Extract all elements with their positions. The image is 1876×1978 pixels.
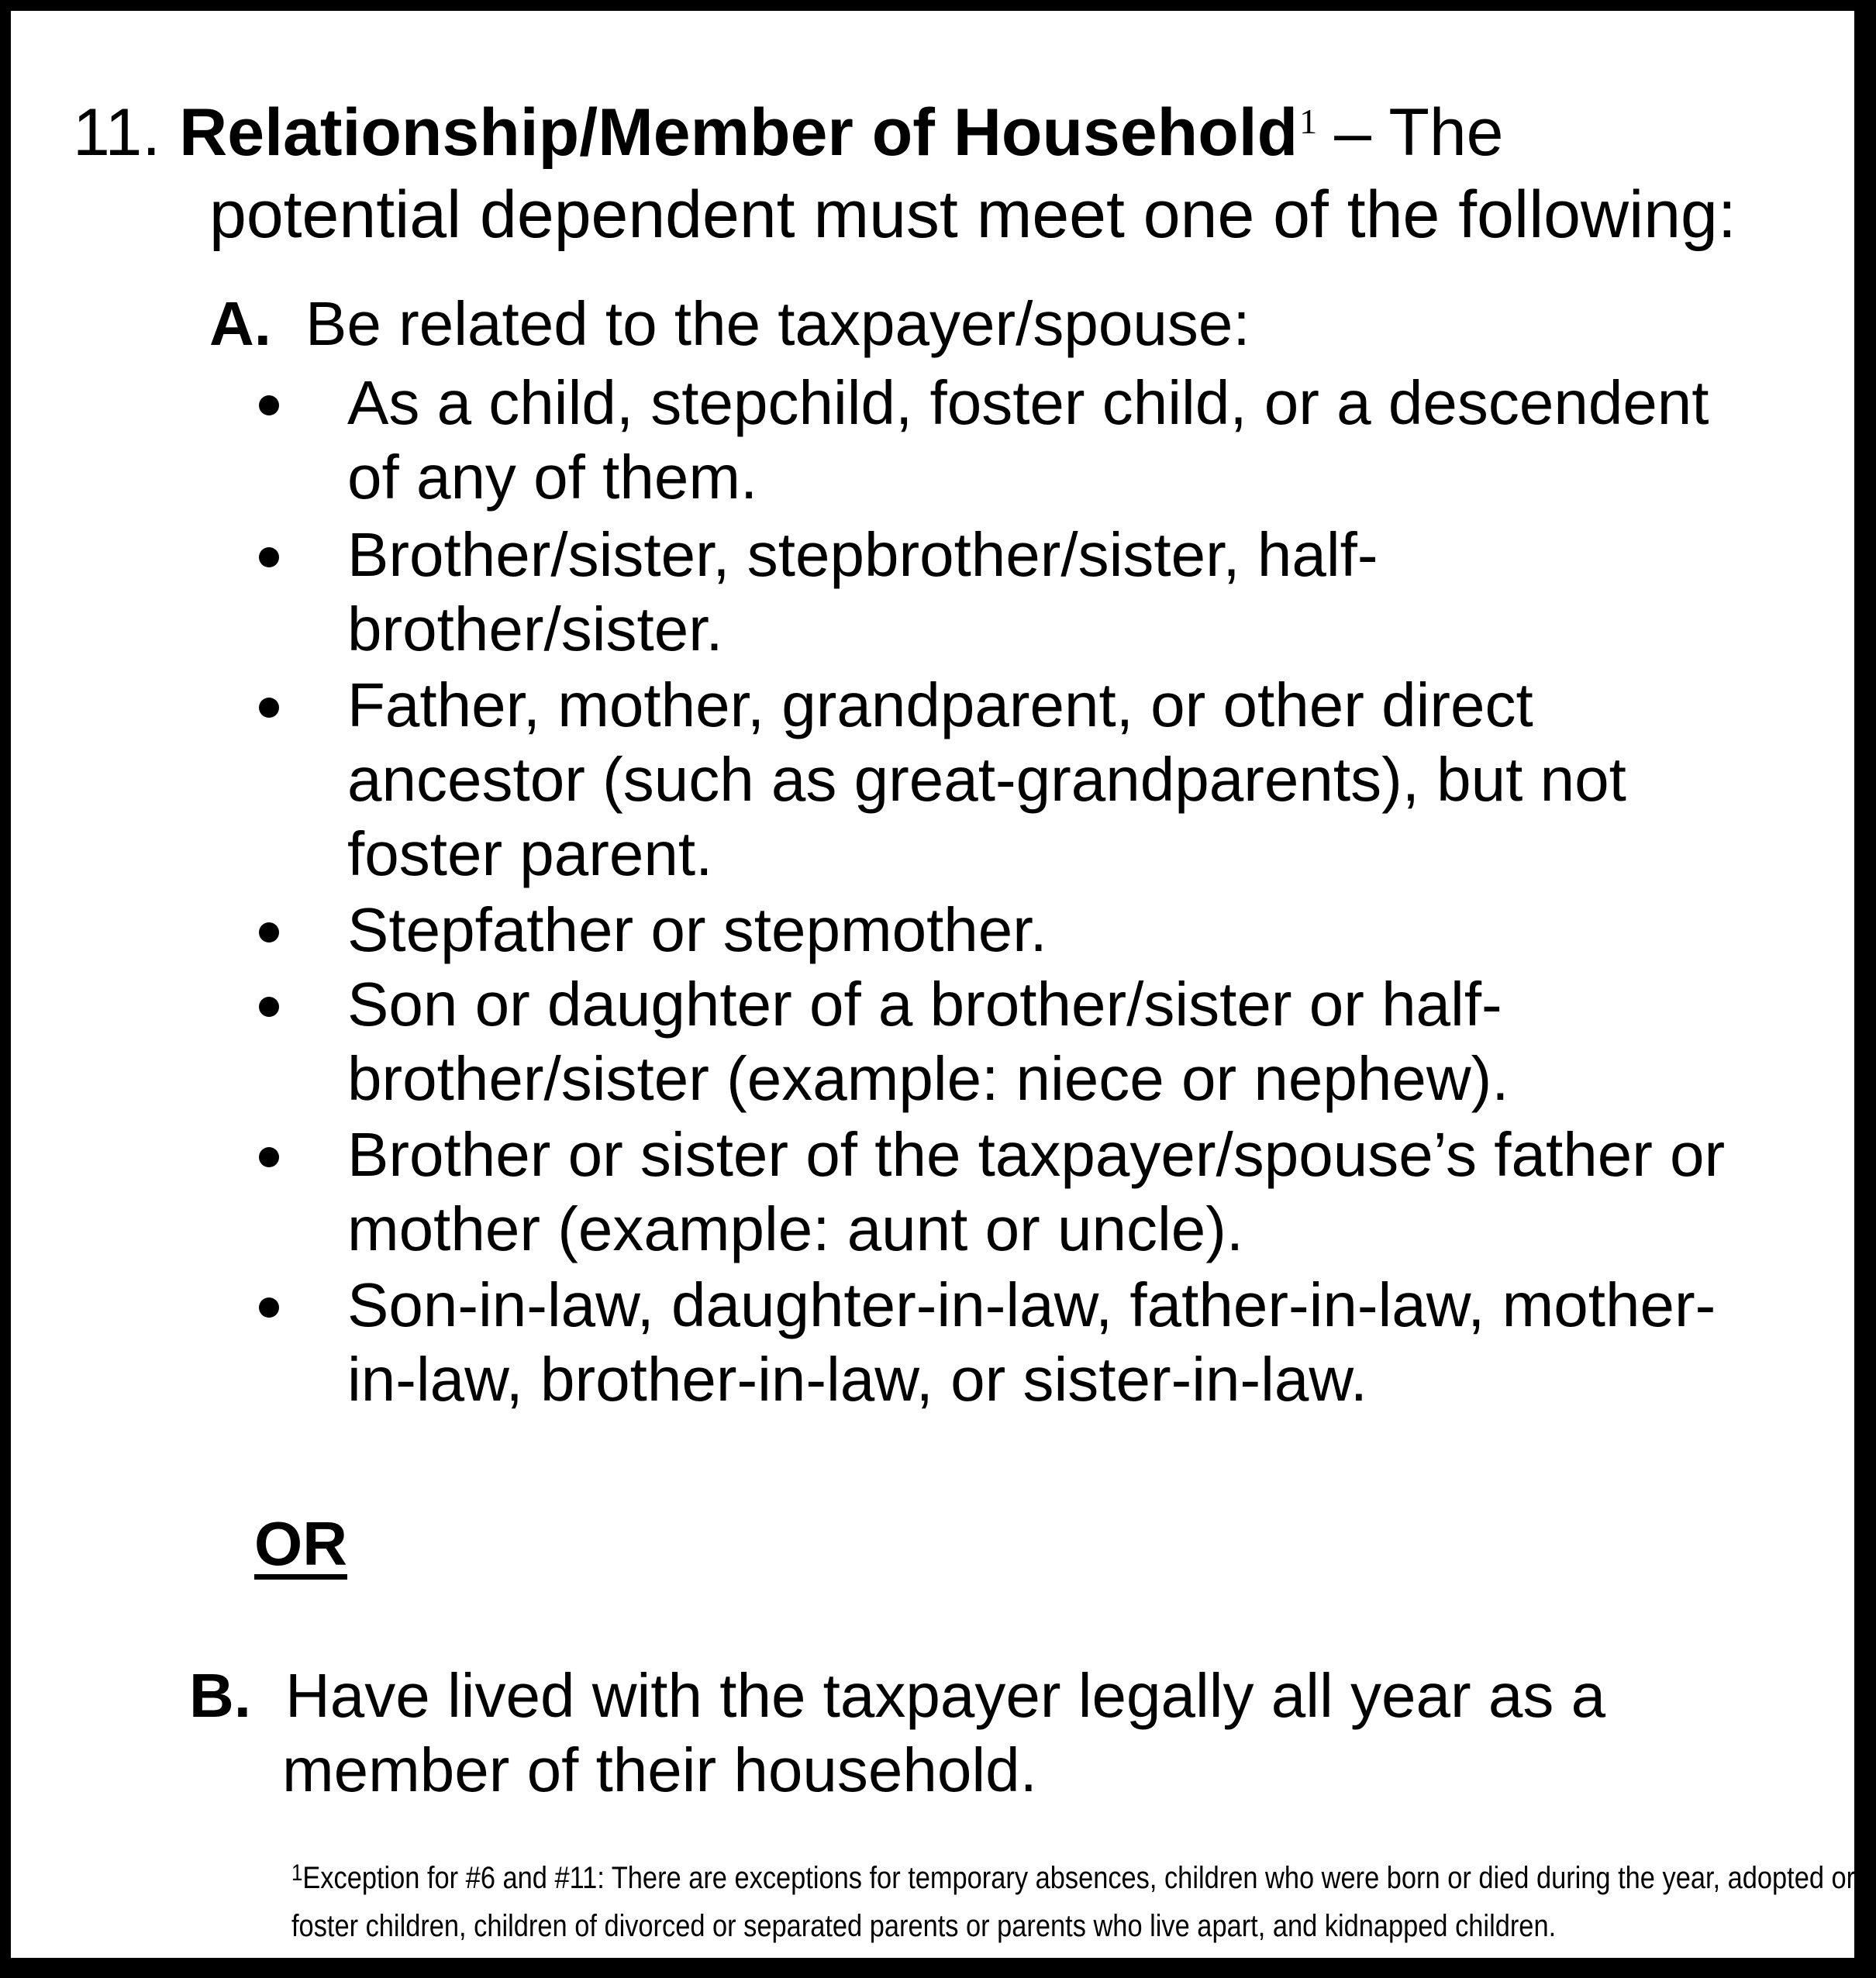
bullet-text — [347, 518, 1378, 667]
footnote-mark: 1 — [291, 1860, 303, 1886]
bullet-text-line: in-law, brother-in-law, or sister-in-law. — [347, 1345, 1367, 1414]
bullet-dot-icon — [259, 698, 279, 718]
bullet-text — [347, 967, 1509, 1116]
bullet-text-line: Son-in-law, daughter-in-law, father-in-law, mother- — [347, 1270, 1716, 1339]
footnote-line-1 — [291, 1854, 1856, 1902]
heading-separator: – The — [1334, 95, 1504, 170]
footnote-line-2: foster children, children of divorced or separated parents or parents who live apart, and kidnapped children. — [291, 1909, 1557, 1943]
bullet-text-line: brother/sister. — [347, 594, 723, 663]
footnote-line-1-text: Exception for #6 and #11: There are exceptions for temporary absences, children who were born or died during the year, adopted or — [302, 1861, 1856, 1895]
heading-continuation: potential dependent must meet one of the following: — [209, 177, 1736, 252]
section-heading — [73, 95, 1504, 171]
bullet-text-line: Brother/sister, stepbrother/sister, half- — [347, 520, 1378, 589]
section-b-letter: B. — [189, 1661, 251, 1730]
bullet-dot-icon — [259, 997, 279, 1017]
bullet-text — [347, 366, 1709, 515]
or-label: OR — [254, 1509, 347, 1578]
heading-title: Relationship/Member of Household — [179, 95, 1298, 170]
section-b-line1: Have lived with the taxpayer legally all year as a — [285, 1661, 1606, 1730]
bullet-text-line: mother (example: aunt or uncle). — [347, 1194, 1244, 1263]
bullet-text-line: Father, mother, grandparent, or other direct — [347, 670, 1533, 739]
bullet-dot-icon — [259, 395, 279, 415]
bullet-text-line: Stepfather or stepmother. — [347, 895, 1047, 964]
bullet-dot-icon — [259, 1147, 279, 1167]
bullet-dot-icon — [259, 1297, 279, 1318]
bullet-text — [347, 1268, 1716, 1417]
bullet-text-line: As a child, stepchild, foster child, or a descendent — [347, 368, 1709, 437]
section-a-letter: A. — [209, 289, 271, 358]
heading-footnote-mark: 1 — [1299, 102, 1318, 141]
bullet-dot-icon — [259, 547, 279, 567]
section-b-header — [189, 1659, 1605, 1733]
section-a-text: Be related to the taxpayer/spouse: — [305, 289, 1250, 358]
bullet-text — [347, 1118, 1725, 1266]
bullet-text — [347, 668, 1626, 891]
bullet-text-line: of any of them. — [347, 443, 758, 512]
footnote — [291, 1854, 1856, 1950]
bullet-text-line: Brother or sister of the taxpayer/spouse’s father or — [347, 1120, 1726, 1189]
bullet-text — [347, 893, 1047, 967]
bullet-text-line: foster parent. — [347, 819, 713, 888]
bullet-text-line: Son or daughter of a brother/sister or half- — [347, 970, 1502, 1039]
bullet-text-line: ancestor (such as great-grandparents), but not — [347, 745, 1626, 814]
section-b-line2: member of their household. — [282, 1735, 1037, 1804]
section-a-header — [209, 287, 1250, 361]
bullet-dot-icon — [259, 922, 279, 942]
heading-number: 11. — [73, 95, 161, 170]
bullet-text-line: brother/sister (example: niece or nephew). — [347, 1044, 1509, 1113]
